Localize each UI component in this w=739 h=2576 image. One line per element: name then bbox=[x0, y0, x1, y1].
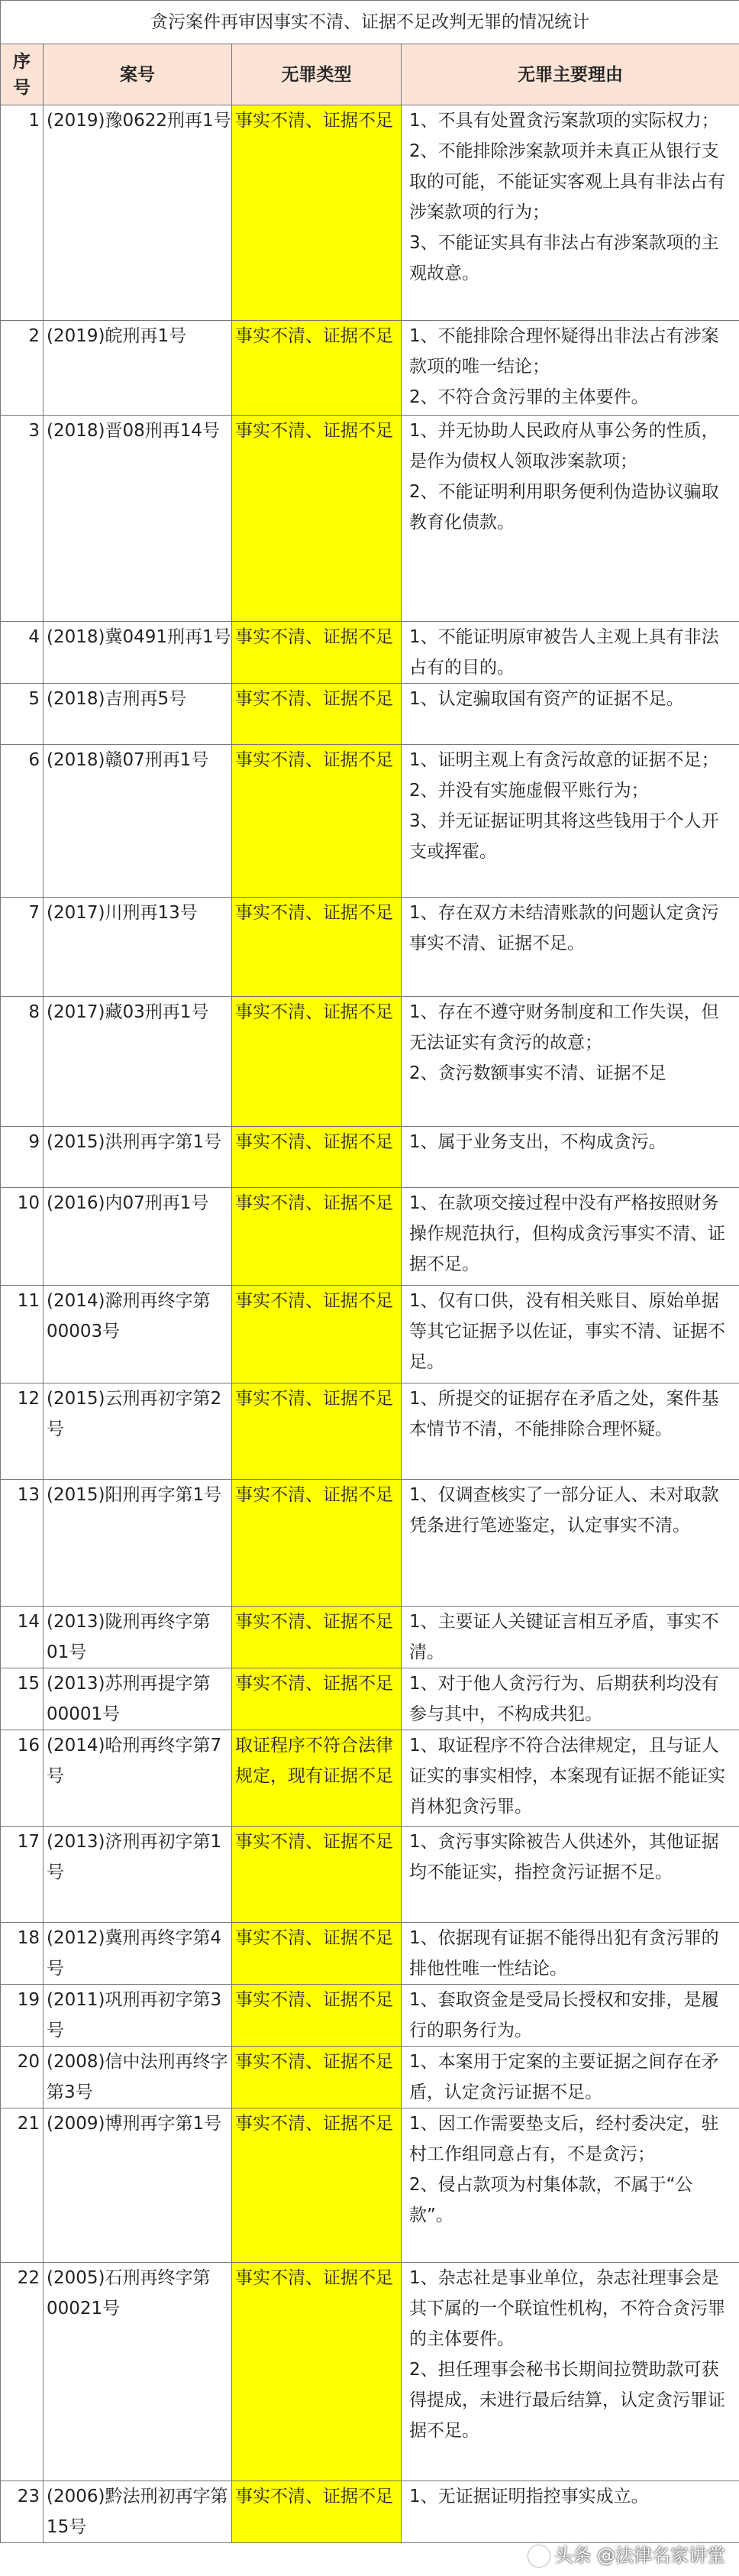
row-seq: 3 bbox=[1, 416, 44, 622]
row-seq: 16 bbox=[1, 1730, 44, 1827]
row-case-number: (2019)豫0622刑再1号 bbox=[44, 105, 232, 321]
row-reasons bbox=[402, 1480, 739, 1607]
row-reasons bbox=[402, 1286, 739, 1383]
reason-line: 3、并无证据证明其将这些钱用于个人开支或挥霍。 bbox=[409, 811, 719, 862]
row-reasons bbox=[402, 1827, 739, 1923]
row-acquittal-type: 取证程序不符合法律规定，现有证据不足 bbox=[232, 1730, 402, 1827]
reason-line: 1、依据现有证据不能得出犯有贪污罪的排他性唯一性结论。 bbox=[409, 1928, 719, 1979]
table-row bbox=[1, 1985, 739, 2047]
row-seq: 21 bbox=[1, 2108, 44, 2263]
row-reasons bbox=[402, 1985, 739, 2047]
row-seq: 9 bbox=[1, 1127, 44, 1188]
table-row bbox=[1, 105, 739, 321]
row-reasons bbox=[402, 2263, 739, 2481]
reason-line: 1、不能排除合理怀疑得出非法占有涉案款项的唯一结论； bbox=[409, 326, 719, 377]
watermark bbox=[528, 2540, 725, 2567]
header-seq: 序号 bbox=[1, 44, 44, 105]
row-reasons bbox=[402, 2108, 739, 2263]
row-acquittal-type: 事实不清、证据不足 bbox=[232, 684, 402, 745]
row-case-number: (2014)滁刑再终字第00003号 bbox=[44, 1286, 232, 1383]
row-case-number: (2006)黔法刑初再字第15号 bbox=[44, 2481, 232, 2543]
table-row bbox=[1, 1827, 739, 1923]
row-case-number: (2008)信中法刑再终字第3号 bbox=[44, 2047, 232, 2108]
row-case-number: (2018)赣07刑再1号 bbox=[44, 745, 232, 898]
reason-line: 2、贪污数额事实不清、证据不足 bbox=[409, 1063, 666, 1083]
row-case-number: (2012)冀刑再终字第4号 bbox=[44, 1923, 232, 1985]
camera-icon bbox=[528, 2545, 550, 2567]
reason-line: 1、主要证人关键证言相互矛盾，事实不清。 bbox=[409, 1612, 719, 1662]
row-reasons bbox=[402, 2481, 739, 2543]
row-reasons bbox=[402, 1188, 739, 1286]
row-seq: 23 bbox=[1, 2481, 44, 2543]
row-acquittal-type: 事实不清、证据不足 bbox=[232, 2047, 402, 2108]
reason-line: 1、不能证明原审被告人主观上具有非法占有的目的。 bbox=[409, 627, 719, 678]
row-case-number: (2015)云刑再初字第2号 bbox=[44, 1383, 232, 1480]
reason-line: 1、认定骗取国有资产的证据不足。 bbox=[409, 689, 684, 709]
header-type: 无罪类型 bbox=[232, 44, 402, 105]
row-acquittal-type: 事实不清、证据不足 bbox=[232, 898, 402, 997]
row-acquittal-type: 事实不清、证据不足 bbox=[232, 745, 402, 898]
row-acquittal-type: 事实不清、证据不足 bbox=[232, 1668, 402, 1730]
row-reasons bbox=[402, 1668, 739, 1730]
reason-line: 1、在款项交接过程中没有严格按照财务操作规范执行，但构成贪污事实不清、证据不足。 bbox=[409, 1193, 725, 1274]
row-acquittal-type: 事实不清、证据不足 bbox=[232, 1827, 402, 1923]
watermark-text: 头条 @法律名家讲堂 bbox=[554, 2545, 725, 2566]
table-row bbox=[1, 416, 739, 622]
row-acquittal-type: 事实不清、证据不足 bbox=[232, 1286, 402, 1383]
table-row bbox=[1, 622, 739, 684]
reason-line: 1、贪污事实除被告人供述外，其他证据均不能证实，指控贪污证据不足。 bbox=[409, 1832, 719, 1882]
row-seq: 10 bbox=[1, 1188, 44, 1286]
row-seq: 14 bbox=[1, 1607, 44, 1668]
reason-line: 1、因工作需要垫支后，经村委决定，驻村工作组同意占有，不是贪污； bbox=[409, 2114, 719, 2164]
row-acquittal-type: 事实不清、证据不足 bbox=[232, 416, 402, 622]
reason-line: 1、存在双方未结清账款的问题认定贪污事实不清、证据不足。 bbox=[409, 903, 719, 953]
table-row bbox=[1, 1668, 739, 1730]
table-row bbox=[1, 2108, 739, 2263]
reason-line: 2、担任理事会秘书长期间拉赞助款可获得提成，未进行最后结算，认定贪污罪证据不足。 bbox=[409, 2360, 725, 2441]
table-row bbox=[1, 1127, 739, 1188]
row-acquittal-type: 事实不清、证据不足 bbox=[232, 1607, 402, 1668]
row-reasons bbox=[402, 416, 739, 622]
table-row bbox=[1, 684, 739, 745]
table-row bbox=[1, 2481, 739, 2543]
row-acquittal-type: 事实不清、证据不足 bbox=[232, 2108, 402, 2263]
row-case-number: (2018)晋08刑再14号 bbox=[44, 416, 232, 622]
header-case: 案号 bbox=[44, 44, 232, 105]
row-seq: 7 bbox=[1, 898, 44, 997]
reason-line: 1、本案用于定案的主要证据之间存在矛盾，认定贪污证据不足。 bbox=[409, 2052, 719, 2102]
row-reasons bbox=[402, 684, 739, 745]
row-seq: 18 bbox=[1, 1923, 44, 1985]
table-row bbox=[1, 1730, 739, 1827]
row-reasons bbox=[402, 1383, 739, 1480]
row-seq: 6 bbox=[1, 745, 44, 898]
row-seq: 19 bbox=[1, 1985, 44, 2047]
row-seq: 4 bbox=[1, 622, 44, 684]
row-reasons bbox=[402, 745, 739, 898]
reason-line: 1、属于业务支出，不构成贪污。 bbox=[409, 1132, 666, 1152]
header-reason: 无罪主要理由 bbox=[402, 44, 739, 105]
row-case-number: (2016)内07刑再1号 bbox=[44, 1188, 232, 1286]
row-reasons bbox=[402, 898, 739, 997]
reason-line: 1、所提交的证据存在矛盾之处，案件基本情节不清，不能排除合理怀疑。 bbox=[409, 1389, 719, 1439]
row-reasons bbox=[402, 1730, 739, 1827]
reason-line: 1、对于他人贪污行为、后期获利均没有参与其中，不构成共犯。 bbox=[409, 1674, 719, 1724]
reason-line: 2、不符合贪污罪的主体要件。 bbox=[409, 387, 649, 407]
row-case-number: (2009)博刑再字第1号 bbox=[44, 2108, 232, 2263]
row-seq: 5 bbox=[1, 684, 44, 745]
row-seq: 20 bbox=[1, 2047, 44, 2108]
row-acquittal-type: 事实不清、证据不足 bbox=[232, 622, 402, 684]
row-reasons bbox=[402, 622, 739, 684]
row-case-number: (2005)石刑再终字第00021号 bbox=[44, 2263, 232, 2481]
row-reasons bbox=[402, 321, 739, 416]
row-acquittal-type: 事实不清、证据不足 bbox=[232, 997, 402, 1127]
row-acquittal-type: 事实不清、证据不足 bbox=[232, 2263, 402, 2481]
row-acquittal-type: 事实不清、证据不足 bbox=[232, 1383, 402, 1480]
reason-line: 1、不具有处置贪污案款项的实际权力； bbox=[409, 111, 719, 131]
row-acquittal-type: 事实不清、证据不足 bbox=[232, 1923, 402, 1985]
reason-line: 3、不能证实具有非法占有涉案款项的主观故意。 bbox=[409, 233, 719, 283]
row-acquittal-type: 事实不清、证据不足 bbox=[232, 1985, 402, 2047]
row-case-number: (2015)阳刑再字第1号 bbox=[44, 1480, 232, 1607]
row-acquittal-type: 事实不清、证据不足 bbox=[232, 2481, 402, 2543]
table-row bbox=[1, 1383, 739, 1480]
row-seq: 15 bbox=[1, 1668, 44, 1730]
reason-line: 1、证明主观上有贪污故意的证据不足； bbox=[409, 750, 719, 770]
row-seq: 8 bbox=[1, 997, 44, 1127]
row-acquittal-type: 事实不清、证据不足 bbox=[232, 1127, 402, 1188]
row-seq: 12 bbox=[1, 1383, 44, 1480]
reason-line: 2、并没有实施虚假平账行为； bbox=[409, 781, 649, 801]
row-seq: 22 bbox=[1, 2263, 44, 2481]
header-row bbox=[1, 44, 739, 105]
table-row bbox=[1, 1286, 739, 1383]
row-reasons bbox=[402, 997, 739, 1127]
table-row bbox=[1, 745, 739, 898]
reason-line: 1、无证据证明指控事实成立。 bbox=[409, 2487, 649, 2506]
row-reasons bbox=[402, 2047, 739, 2108]
row-seq: 17 bbox=[1, 1827, 44, 1923]
reason-line: 2、不能排除涉案款项并未真正从银行支取的可能，不能证实客观上具有非法占有涉案款项的行为； bbox=[409, 141, 725, 222]
row-acquittal-type: 事实不清、证据不足 bbox=[232, 1480, 402, 1607]
row-case-number: (2015)洪刑再字第1号 bbox=[44, 1127, 232, 1188]
row-reasons bbox=[402, 1607, 739, 1668]
row-case-number: (2017)川刑再13号 bbox=[44, 898, 232, 997]
table-row bbox=[1, 321, 739, 416]
row-reasons bbox=[402, 1923, 739, 1985]
row-seq: 13 bbox=[1, 1480, 44, 1607]
row-case-number: (2013)济刑再初字第1号 bbox=[44, 1827, 232, 1923]
row-acquittal-type: 事实不清、证据不足 bbox=[232, 321, 402, 416]
table-row bbox=[1, 1607, 739, 1668]
reason-line: 1、套取资金是受局长授权和安排，是履行的职务行为。 bbox=[409, 1990, 719, 2040]
table-row bbox=[1, 1188, 739, 1286]
row-seq: 1 bbox=[1, 105, 44, 321]
row-reasons bbox=[402, 105, 739, 321]
reason-line: 1、取证程序不符合法律规定，且与证人证实的事实相悖，本案现有证据不能证实肖林犯贪污罪。 bbox=[409, 1736, 725, 1817]
row-reasons bbox=[402, 1127, 739, 1188]
row-case-number: (2013)苏刑再提字第00001号 bbox=[44, 1668, 232, 1730]
reason-line: 1、仅调查核实了一部分证人、未对取款凭条进行笔迹鉴定，认定事实不清。 bbox=[409, 1485, 719, 1536]
row-acquittal-type: 事实不清、证据不足 bbox=[232, 1188, 402, 1286]
reason-line: 1、仅有口供，没有相关账目、原始单据等其它证据予以佐证，事实不清、证据不足。 bbox=[409, 1291, 725, 1372]
table-title: 贪污案件再审因事实不清、证据不足改判无罪的情况统计 bbox=[1, 1, 739, 44]
table-row bbox=[1, 2047, 739, 2108]
reason-line: 1、并无协助人民政府从事公务的性质，是作为债权人领取涉案款项； bbox=[409, 421, 719, 471]
reason-line: 1、存在不遵守财务制度和工作失误，但无法证实有贪污的故意； bbox=[409, 1002, 719, 1053]
reason-line: 1、杂志社是事业单位，杂志社理事会是其下属的一个联谊性机构，不符合贪污罪的主体要件。 bbox=[409, 2268, 725, 2349]
table-row bbox=[1, 2263, 739, 2481]
row-case-number: (2014)哈刑再终字第7号 bbox=[44, 1730, 232, 1827]
reason-line: 2、不能证明利用职务便利伪造协议骗取教育化债款。 bbox=[409, 482, 719, 532]
row-case-number: (2018)吉刑再5号 bbox=[44, 684, 232, 745]
row-case-number: (2013)陇刑再终字第01号 bbox=[44, 1607, 232, 1668]
row-case-number: (2017)藏03刑再1号 bbox=[44, 997, 232, 1127]
reason-line: 2、侵占款项为村集体款，不属于“公款”。 bbox=[409, 2175, 693, 2225]
table-row bbox=[1, 997, 739, 1127]
row-seq: 11 bbox=[1, 1286, 44, 1383]
row-acquittal-type: 事实不清、证据不足 bbox=[232, 105, 402, 321]
row-case-number: (2018)冀0491刑再1号 bbox=[44, 622, 232, 684]
row-case-number: (2011)巩刑再初字第3号 bbox=[44, 1985, 232, 2047]
row-seq: 2 bbox=[1, 321, 44, 416]
table-row bbox=[1, 1480, 739, 1607]
table-row bbox=[1, 1923, 739, 1985]
row-case-number: (2019)皖刑再1号 bbox=[44, 321, 232, 416]
table-row bbox=[1, 898, 739, 997]
